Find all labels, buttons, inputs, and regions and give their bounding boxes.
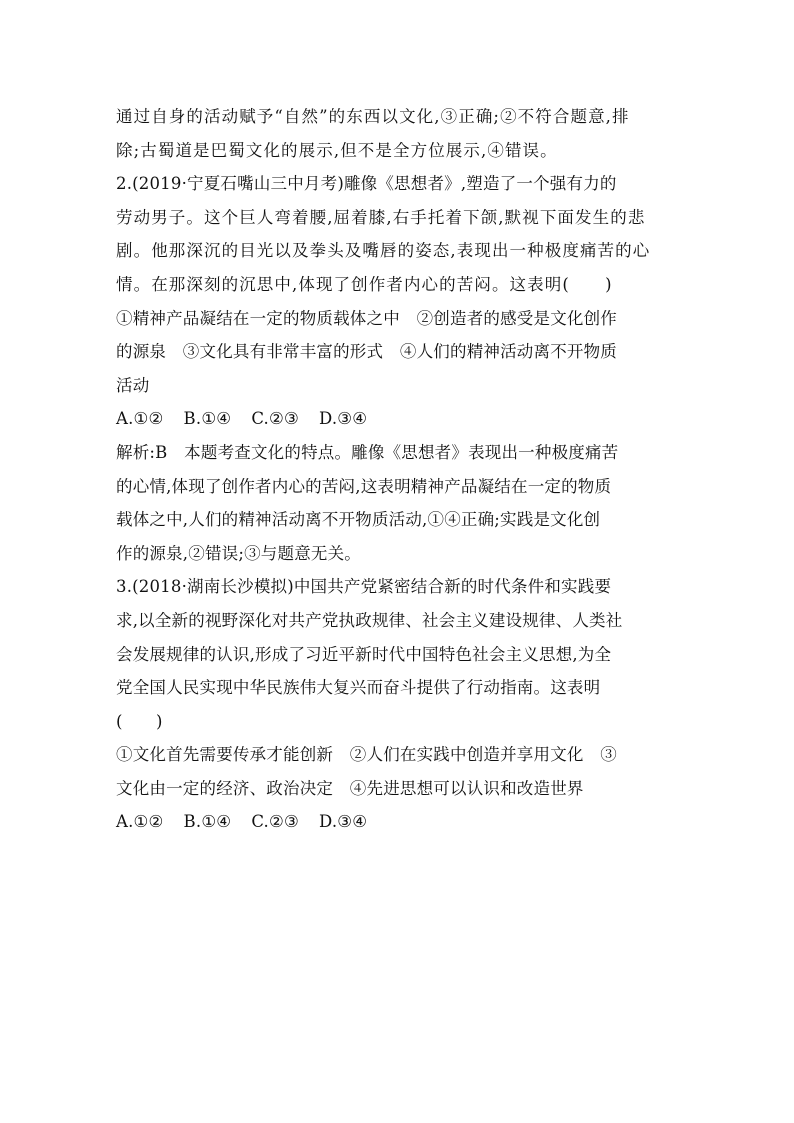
question3-options xyxy=(116,805,688,839)
document-content xyxy=(116,100,688,839)
question2-stem-line: 劳动男子。这个巨人弯着腰,屈着膝,右手托着下颌,默视下面发生的悲 xyxy=(116,207,646,227)
question2-stem-line: 剧。他那深沉的目光以及拳头及嘴唇的姿态,表现出一种极度痛苦的心 xyxy=(116,241,651,261)
question3-statement-line: ①文化首先需要传承才能创新 ②人们在实践中创造并享用文化 ③ xyxy=(116,745,617,765)
question2-analysis-line: 作的源泉,②错误;③与题意无关。 xyxy=(116,543,362,563)
question3-stem-line: 求,以全新的视野深化对共产党执政规律、社会主义建设规律、人类社 xyxy=(116,610,623,630)
question2-stem-line: 2.(2019·宁夏石嘴山三中月考)雕像《思想者》,塑造了一个强有力的 xyxy=(116,174,617,194)
question3-statement-line: 文化由一定的经济、政治决定 ④先进思想可以认识和改造世界 xyxy=(116,778,584,798)
question3-option-a: A.①② xyxy=(116,812,164,832)
question2-analysis-line: 载体之中,人们的精神活动离不开物质活动,①④正确;实践是文化创 xyxy=(116,510,601,530)
question2-statement-line: 活动 xyxy=(116,375,150,395)
question2-option-c: C.②③ xyxy=(251,409,299,429)
question3-stem-line: ( ) xyxy=(116,711,163,731)
intro-line: 通过自身的活动赋予“自然”的东西以文化,③正确;②不符合题意,排 xyxy=(116,107,630,126)
question2-stem-line: 情。在那深刻的沉思中,体现了创作者内心的苦闷。这表明( ) xyxy=(116,274,613,294)
question3-option-c: C.②③ xyxy=(251,812,299,832)
question2-options xyxy=(116,402,688,436)
question3-option-d: D.③④ xyxy=(318,812,368,832)
question3-stem-line: 党全国人民实现中华民族伟大复兴而奋斗提供了行动指南。这表明 xyxy=(116,678,601,698)
intro-line: 除;古蜀道是巴蜀文化的展示,但不是全方位展示,④错误。 xyxy=(116,140,558,160)
question2-option-b: B.①④ xyxy=(183,409,232,429)
question2-analysis-line: 的心情,体现了创作者内心的苦闷,这表明精神产品凝结在一定的物质 xyxy=(116,476,612,496)
question3-stem-line: 3.(2018·湖南长沙模拟)中国共产党紧密结合新的时代条件和实践要 xyxy=(116,577,612,597)
question3-stem-line: 会发展规律的认识,形成了习近平新时代中国特色社会主义思想,为全 xyxy=(116,644,612,664)
question2-option-d: D.③④ xyxy=(318,409,368,429)
question2-option-a: A.①② xyxy=(116,409,164,429)
question3-option-b: B.①④ xyxy=(183,812,232,832)
question2-statement-line: 的源泉 ③文化具有非常丰富的形式 ④人们的精神活动离不开物质 xyxy=(116,342,617,362)
question2-analysis-line: 解析:B 本题考查文化的特点。雕像《思想者》表现出一种极度痛苦 xyxy=(116,442,619,462)
question2-statement-line: ①精神产品凝结在一定的物质载体之中 ②创造者的感受是文化创作 xyxy=(116,308,617,328)
